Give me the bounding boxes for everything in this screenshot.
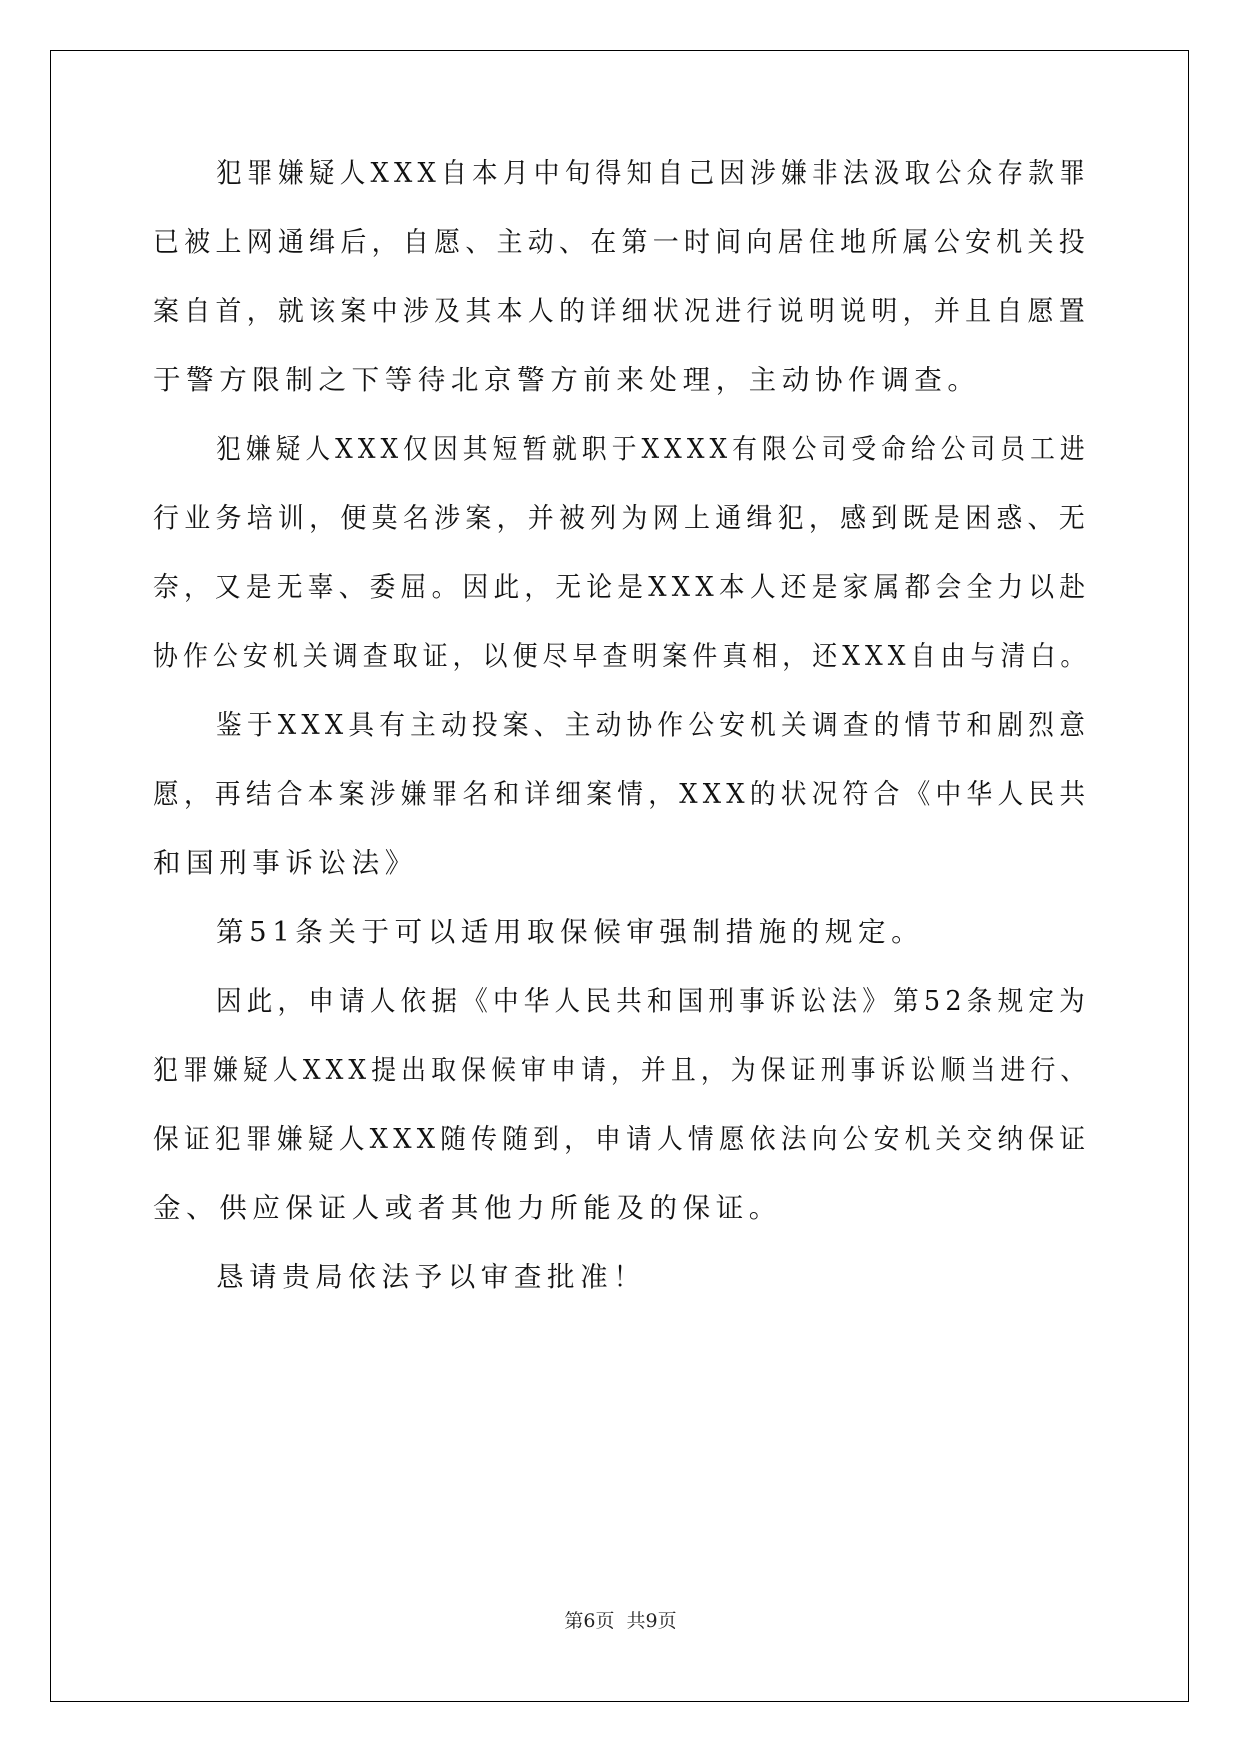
text-line: 恳请贵局依法予以审查批准！ xyxy=(216,1261,647,1293)
text-line: 犯罪嫌疑人XXX提出取保候审申请，并且，为保证刑事诉讼顺当进行、 xyxy=(153,1054,1091,1086)
text-line: 协作公安机关调查取证，以便尽早查明案件真相，还XXX自由与清白。 xyxy=(153,640,1091,672)
text-line: 案自首，就该案中涉及其本人的详细状况进行说明说明，并且自愿置 xyxy=(153,295,1090,327)
text-line: 奈，又是无辜、委屈。因此，无论是XXX本人还是家属都会全力以赴 xyxy=(153,571,1091,603)
text-line: 行业务培训，便莫名涉案，并被列为网上通缉犯，感到既是困惑、无 xyxy=(153,502,1090,534)
text-line: 因此，申请人依据《中华人民共和国刑事诉讼法》第52条规定为 xyxy=(216,985,1090,1017)
text-line: 于警方限制之下等待北京警方前来处理，主动协作调查。 xyxy=(153,364,981,396)
text-line: 犯罪嫌疑人XXX自本月中旬得知自己因涉嫌非法汲取公众存款罪 xyxy=(216,157,1091,189)
text-line: 和国刑事诉讼法》 xyxy=(153,847,418,879)
text-line: 保证犯罪嫌疑人XXX随传随到，申请人情愿依法向公安机关交纳保证 xyxy=(153,1123,1091,1155)
text-line: 愿，再结合本案涉嫌罪名和详细案情，XXX的状况符合《中华人民共 xyxy=(153,778,1091,810)
text-line: 金、供应保证人或者其他力所能及的保证。 xyxy=(153,1192,782,1224)
text-line: 第51条关于可以适用取保候审强制措施的规定。 xyxy=(216,916,925,948)
page-number-footer: 第6页 共9页 xyxy=(564,1610,677,1632)
text-line: 已被上网通缉后，自愿、主动、在第一时间向居住地所属公安机关投 xyxy=(153,226,1090,258)
text-line: 鉴于XXX具有主动投案、主动协作公安机关调查的情节和剧烈意 xyxy=(216,709,1091,741)
text-line: 犯嫌疑人XXX仅因其短暂就职于XXXX有限公司受命给公司员工进 xyxy=(216,433,1090,465)
